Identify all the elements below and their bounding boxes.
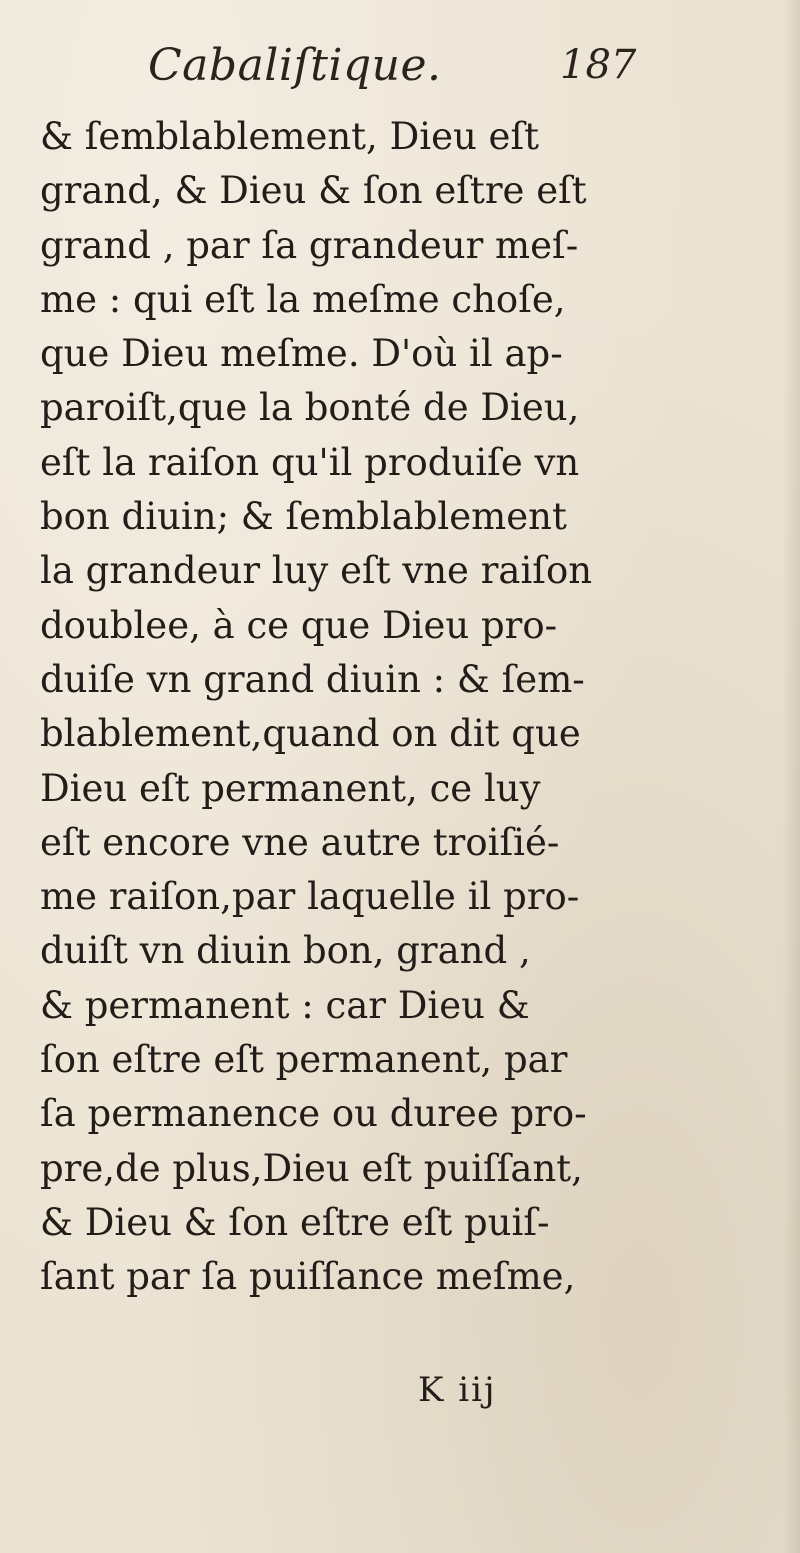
text-line: & permanent : car Dieu & (40, 983, 530, 1027)
text-line: paroiſt,que la bonté de Dieu, (40, 386, 580, 430)
text-line: Dieu eſt permanent, ce luy (40, 766, 541, 810)
text-line: blablement,quand on dit que (40, 712, 581, 756)
page-fold-shadow (782, 0, 800, 1553)
text-line: pre,de plus,Dieu eſt puiſſant, (40, 1146, 583, 1190)
text-line: ſant par ſa puiſſance meſme, (40, 1255, 576, 1299)
text-line: me raiſon,par laquelle il pro- (40, 875, 580, 919)
text-line: & Dieu & ſon eſtre eſt puiſ- (40, 1200, 550, 1244)
text-line: grand , par ſa grandeur meſ- (40, 223, 579, 267)
page-header (0, 40, 800, 110)
body-text (40, 110, 760, 1305)
text-line: bon diuin; & ſemblablement (40, 495, 567, 539)
text-line: duiſe vn grand diuin : & ſem- (40, 657, 585, 701)
text-line: doublee, à ce que Dieu pro- (40, 603, 558, 647)
text-line: eſt encore vne autre troiſié- (40, 820, 560, 864)
signature-mark: K iij (418, 1370, 497, 1410)
text-line: & ſemblablement, Dieu eſt (40, 115, 540, 158)
text-line: que Dieu meſme. D'où il ap- (40, 332, 563, 376)
text-line: eſt la raiſon qu'il produiſe vn (40, 440, 580, 484)
text-line: ſon eſtre eſt permanent, par (40, 1038, 568, 1082)
page-number: 187 (560, 42, 637, 88)
text-line: duiſt vn diuin bon, grand , (40, 929, 531, 973)
text-line: la grandeur luy eſt vne raiſon (40, 549, 593, 593)
running-title: Cabaliſtique. (148, 40, 442, 91)
text-line: ſa permanence ou duree pro- (40, 1092, 587, 1136)
text-line: me : qui eſt la meſme choſe, (40, 277, 566, 321)
text-line: grand, & Dieu & ſon eſtre eſt (40, 169, 587, 213)
